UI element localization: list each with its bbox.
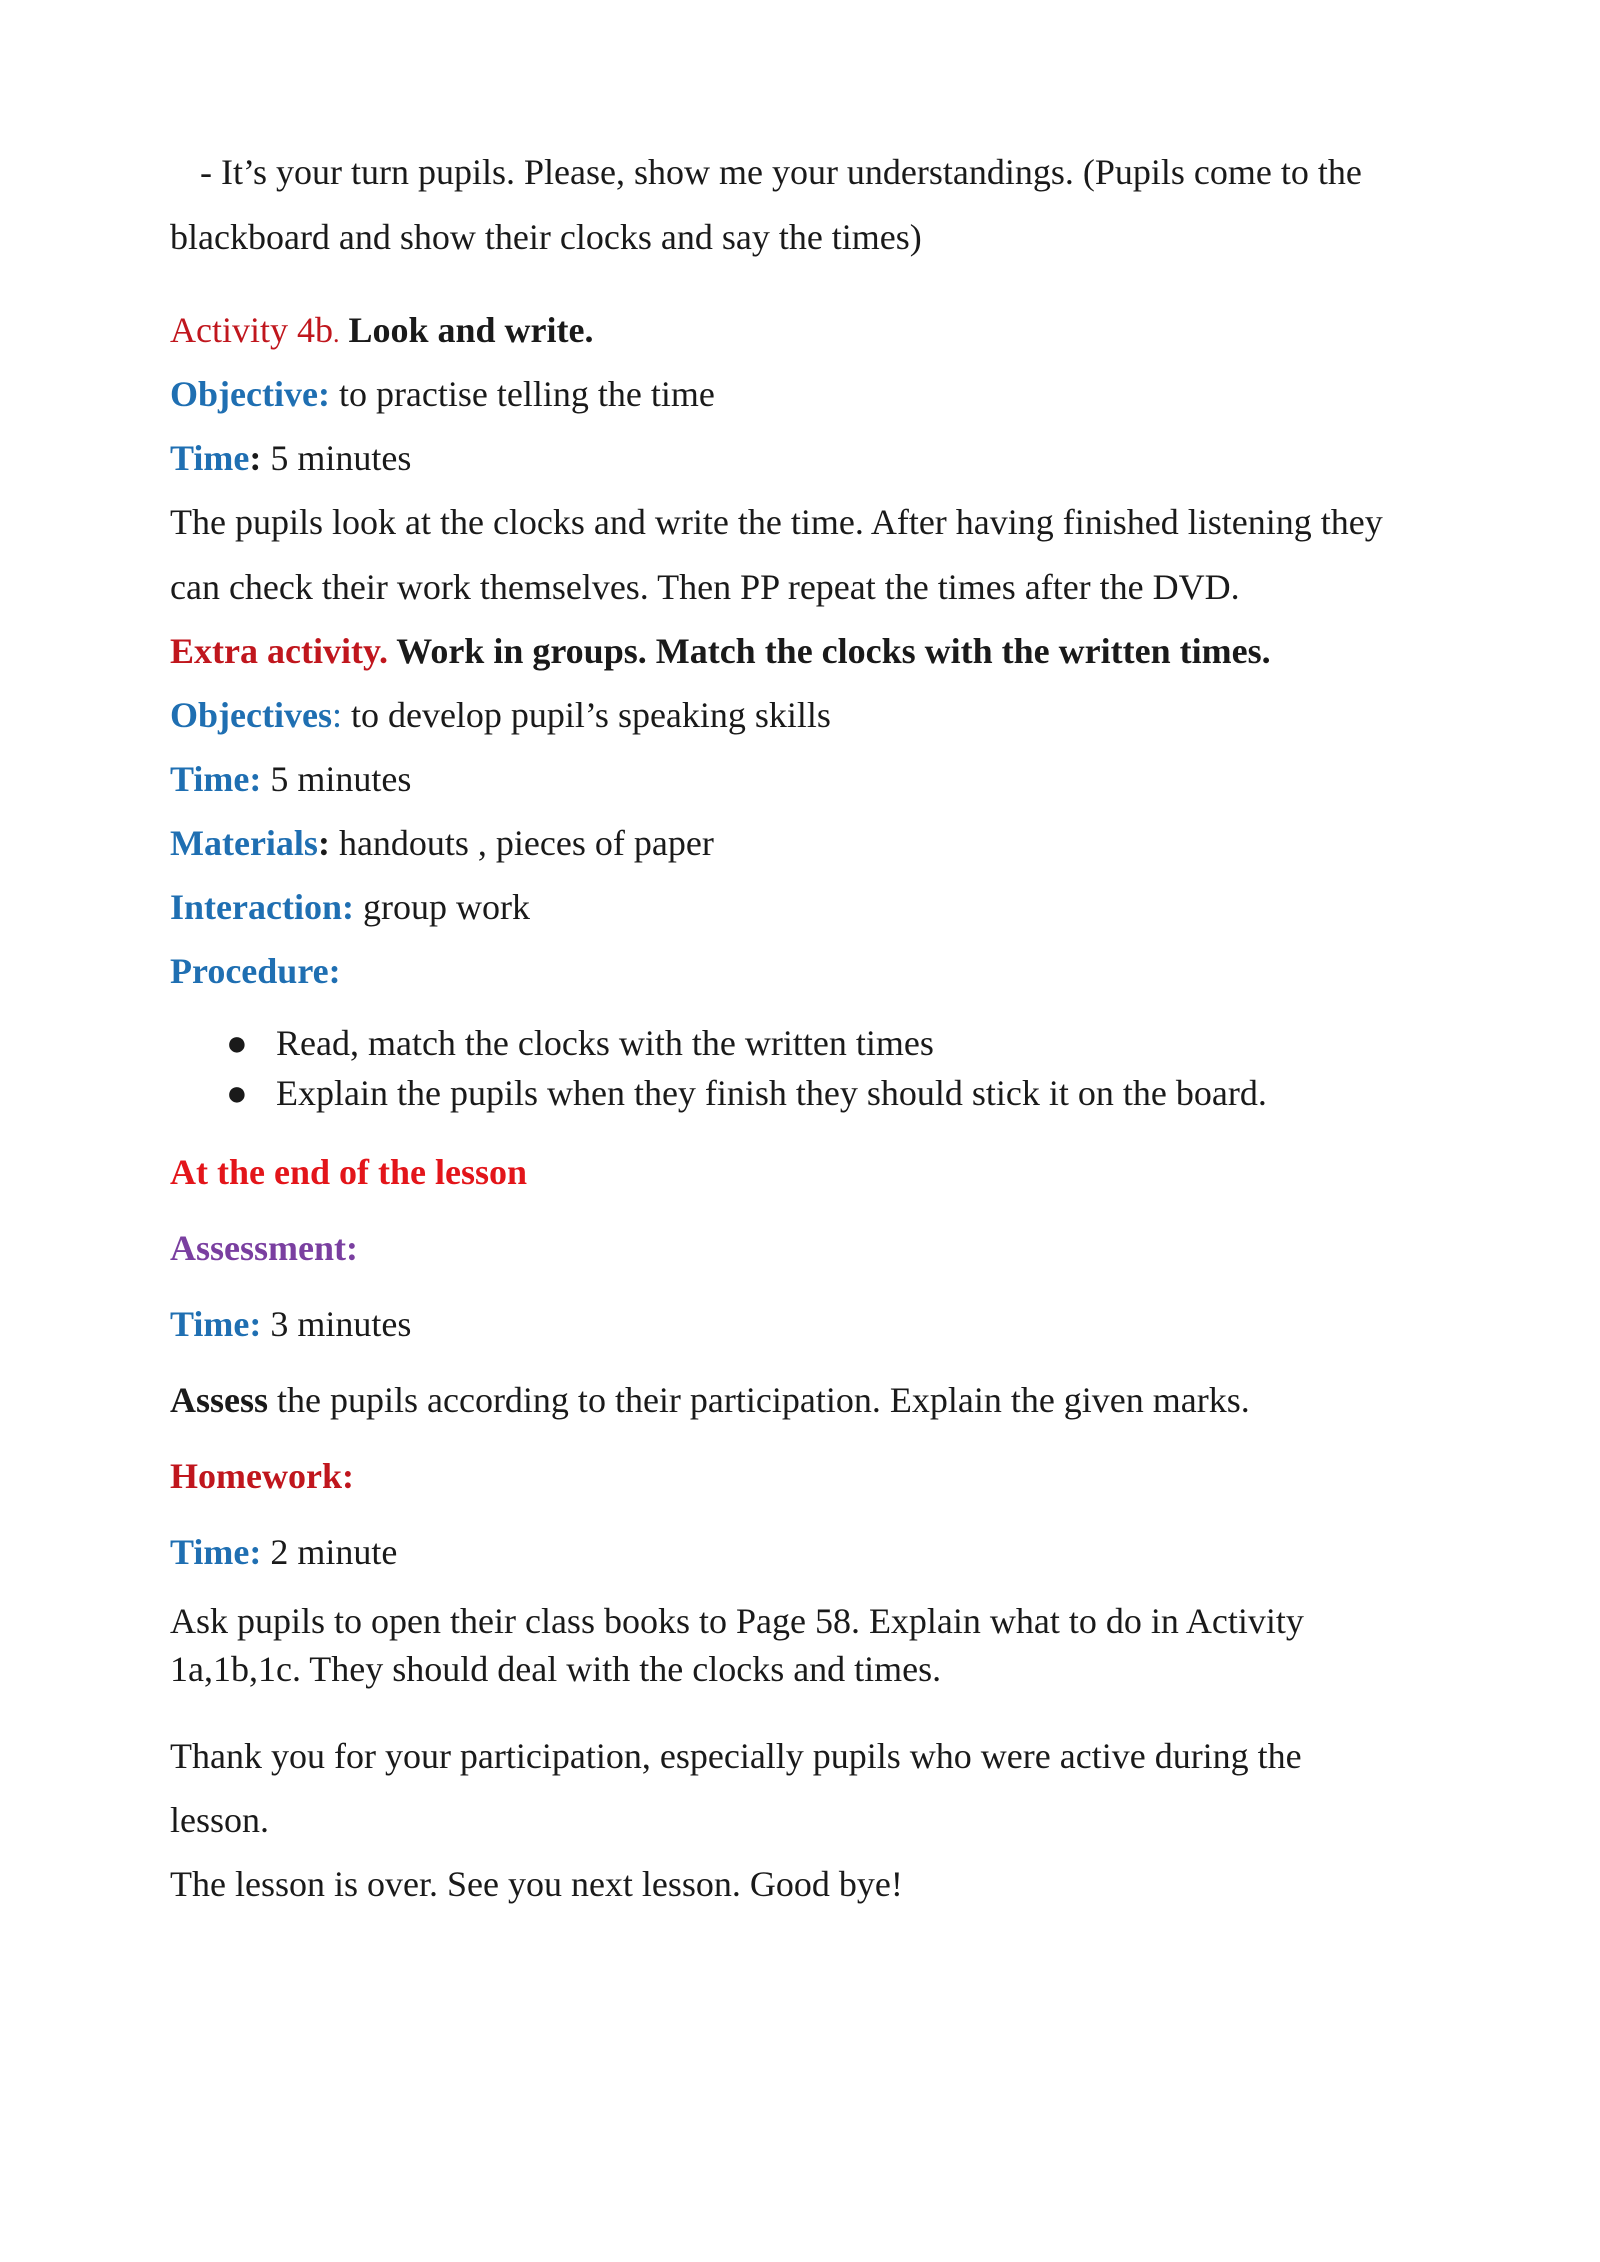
homework-heading (170, 1444, 1470, 1508)
activity-4b-dot: . (332, 319, 340, 348)
list-item-text: Explain the pupils when they finish they should stick it on the board. (276, 1073, 1267, 1113)
activity-4b-objective (170, 362, 1470, 426)
homework-label: Homework: (170, 1456, 354, 1496)
activity-4b-time (170, 426, 1470, 490)
homework-time (170, 1520, 1470, 1584)
bullet-icon: ● (226, 1073, 248, 1113)
activity-4b-heading (170, 298, 1470, 366)
materials-colon: : (317, 823, 330, 863)
assessment-label: Assessment: (170, 1228, 358, 1268)
interaction-text: group work (353, 887, 530, 927)
assessment-heading (170, 1216, 1470, 1280)
thanks-line-2: lesson. (170, 1800, 269, 1840)
activity-4b-desc-line-1: The pupils look at the clocks and write the time. After having finished listening they (170, 502, 1383, 542)
end-time-label: Time: (170, 1304, 262, 1344)
homework-line-1: Ask pupils to open their class books to Page 58. Explain what to do in Activity (170, 1601, 1304, 1641)
interaction-label: Interaction: (170, 887, 354, 927)
procedure-label: Procedure: (170, 951, 341, 991)
extra-time-text: 5 minutes (261, 759, 412, 799)
assess-text: the pupils according to their participation. Explain the given marks. (268, 1380, 1250, 1420)
list-item (170, 1068, 1470, 1118)
time-label: Time (170, 438, 250, 478)
activity-4b-title: Look and write. (339, 310, 594, 350)
intro-line-2: blackboard and show their clocks and say the times) (170, 217, 922, 257)
activity-4b-desc-line-2: can check their work themselves. Then PP repeat the times after the DVD. (170, 567, 1240, 607)
extra-materials (170, 811, 1470, 875)
assess-bold: Assess (170, 1380, 269, 1420)
thanks-line-1: Thank you for your participation, especially pupils who were active during the (170, 1736, 1302, 1776)
extra-time (170, 747, 1470, 811)
end-time-text: 3 minutes (261, 1304, 412, 1344)
homework-time-label: Time: (170, 1532, 262, 1572)
materials-text: handouts , pieces of paper (329, 823, 714, 863)
extra-activity-title: Work in groups. Match the clocks with the written times. (387, 631, 1271, 671)
time-colon: : (249, 438, 262, 478)
intro-line-1: - It’s your turn pupils. Please, show me your understandings. (Pupils come to the (200, 152, 1362, 192)
end-time (170, 1292, 1470, 1356)
materials-label: Materials (170, 823, 318, 863)
homework-line-2: 1a,1b,1c. They should deal with the clocks and times. (170, 1649, 942, 1689)
extra-procedure (170, 939, 1470, 1003)
extra-activity-label: Extra activity. (170, 631, 388, 671)
goodbye-line: The lesson is over. See you next lesson. Good bye! (170, 1864, 903, 1904)
extra-objectives (170, 683, 1470, 747)
procedure-list (170, 1018, 1470, 1118)
objective-text: to practise telling the time (329, 374, 715, 414)
end-of-lesson-heading (170, 1140, 1470, 1204)
time-text: 5 minutes (261, 438, 412, 478)
objectives-colon: : (331, 695, 342, 735)
homework-time-text: 2 minute (261, 1532, 398, 1572)
extra-time-label: Time: (170, 759, 262, 799)
list-item (170, 1018, 1470, 1068)
objectives-text: to develop pupil’s speaking skills (341, 695, 831, 735)
extra-interaction (170, 875, 1470, 939)
objectives-label: Objectives (170, 695, 332, 735)
extra-activity-heading (170, 619, 1470, 683)
end-heading-text: At the end of the lesson (170, 1152, 527, 1192)
objective-label: Objective: (170, 374, 330, 414)
list-item-text: Read, match the clocks with the written times (276, 1023, 934, 1063)
bullet-icon: ● (226, 1023, 248, 1063)
assess-paragraph (170, 1368, 1470, 1432)
activity-4b-label: Activity 4b (170, 310, 333, 350)
